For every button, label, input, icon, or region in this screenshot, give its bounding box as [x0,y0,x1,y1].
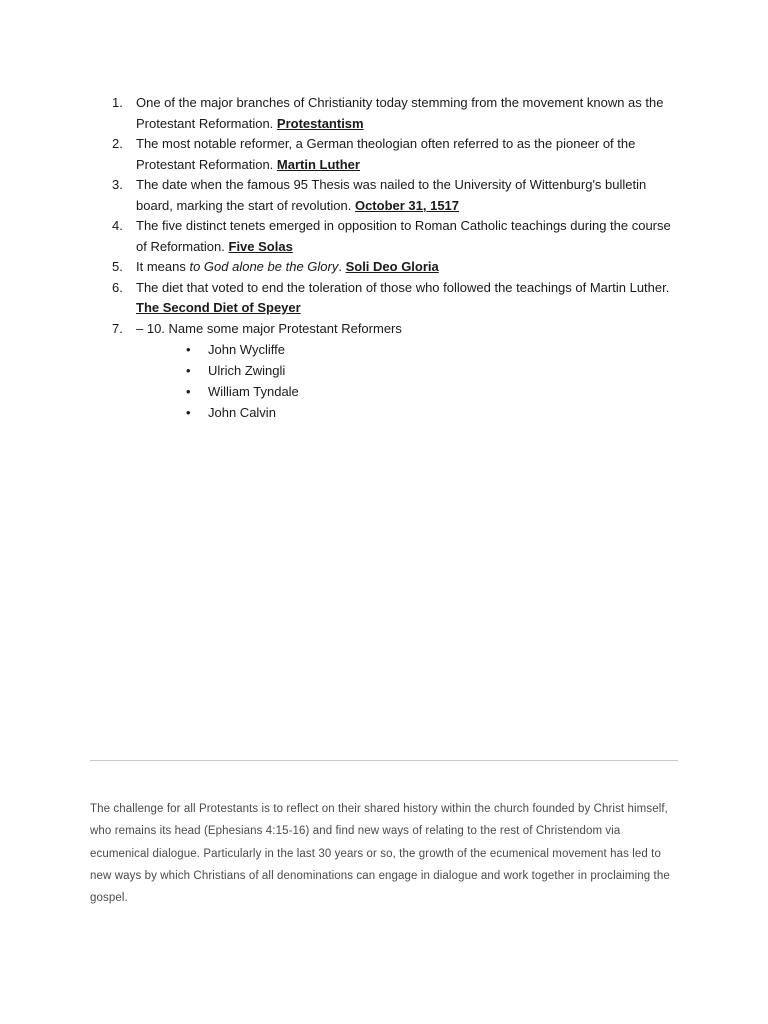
question-list [108,93,683,423]
reformer-list [136,339,683,423]
answer-text: Five Solas [228,238,293,254]
answer-text: October 31, 1517 [354,197,460,213]
answer-text: Soli Deo Gloria [345,259,439,274]
question-number: 1. [112,95,123,110]
question-text: One of the major branches of Christianity today stemming from the movement known as the Protestant Reformation. [136,95,664,131]
question-text: – 10. Name some major Protestant Reformers [136,320,402,336]
question-item-4 [108,216,683,257]
question-text: The diet that voted to end the toleration of those who followed the teachings of Martin Luther. [136,279,670,295]
bullet-icon: • [186,384,191,399]
question-item-2 [108,134,683,175]
question-item-1 [108,93,683,134]
question-number: 4. [112,218,123,233]
list-item [136,360,683,381]
question-number: 7. [112,320,123,336]
reformer-name: John Calvin [208,405,276,420]
list-item [136,402,683,423]
question-text-italic: to God alone be the Glory [189,259,339,274]
question-text: The most notable reformer, a German theologian often referred to as the pioneer of the Protestant Reformation. [136,136,636,172]
question-item-3 [108,175,683,216]
bullet-icon: • [186,363,191,378]
list-item [136,339,683,360]
question-number: 5. [112,259,123,274]
question-number: 6. [112,279,123,295]
answer-text: Protestantism [276,115,364,131]
question-item-6 [108,278,683,319]
question-item-7 [108,319,683,424]
list-item [136,381,683,402]
question-text-after: . [338,259,346,274]
question-number: 3. [112,177,123,192]
horizontal-divider [90,760,678,761]
question-text: The five distinct tenets emerged in opposition to Roman Catholic teachings during the course of Reformation. [136,218,671,254]
reformer-name: William Tyndale [208,384,299,399]
reformer-name: John Wycliffe [208,342,285,357]
footer-paragraph: The challenge for all Protestants is to reflect on their shared history within the church founded by Christ himself, who remains its head (Ephesians 4:15-16) and find new ways of relating to the rest of Christendom via ecumenical dialogue. Particularly in the last 30 years or so, the growth of the ecumenical movement has led to new ways by which Christians of all denominations can engage in dialogue and work together in proclaiming the gospel. [90,803,670,905]
reformer-name: Ulrich Zwingli [208,363,286,378]
question-text-before: It means [136,259,190,274]
bullet-icon: • [186,342,191,357]
question-number: 2. [112,136,123,151]
answer-text: Martin Luther [276,156,360,172]
question-text: The date when the famous 95 Thesis was nailed to the University of Wittenburg's bulletin board, marking the start of revolution. [136,177,647,213]
answer-text: The Second Diet of Speyer [136,300,301,315]
bullet-icon: • [186,405,191,420]
question-item-5 [108,257,683,278]
